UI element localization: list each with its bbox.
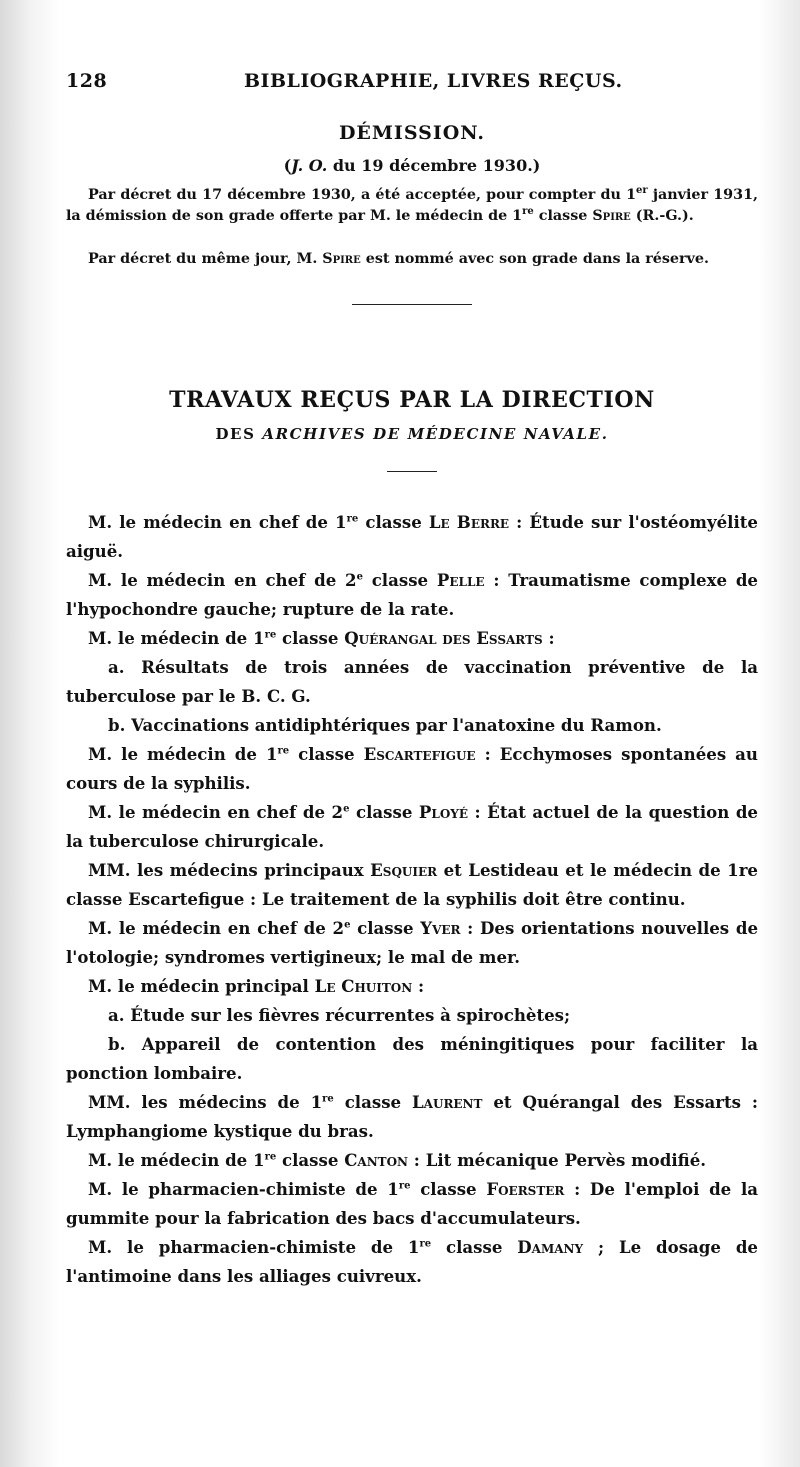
person-name: Le Berre <box>428 512 510 532</box>
superscript: e <box>344 919 351 931</box>
section-subtitle-travaux <box>66 425 758 443</box>
text-run: et Lestideau et le médecin de 1re classe Escartefigue : Le traitement de la syphilis doit être continu. <box>66 860 758 909</box>
superscript: e <box>343 803 350 815</box>
person-name: Yver <box>420 918 461 938</box>
list-item <box>66 1001 758 1030</box>
text-run: M. le médecin en chef de 1 <box>88 512 347 532</box>
demission-paragraph-1 <box>66 185 758 227</box>
text-run: (R.-G.). <box>630 208 694 224</box>
list-item <box>66 1175 758 1233</box>
superscript: er <box>636 185 648 197</box>
text-run: M. le médecin principal <box>88 976 315 996</box>
text-run: M. le médecin de 1 <box>88 1150 265 1170</box>
jo-abbrev: J. O. <box>291 156 328 175</box>
section-title-demission: DÉMISSION. <box>338 122 486 144</box>
text-run: Par décret du même jour, M. <box>88 251 323 267</box>
text-run: M. le médecin en chef de 2 <box>88 802 344 822</box>
subtitle-prefix: DES <box>215 425 263 443</box>
text-run: et Quérangal des Essarts : Lymphangiome kystique du bras. <box>66 1092 758 1141</box>
list-item <box>66 914 758 972</box>
person-name: Ployé <box>418 802 468 822</box>
person-name: Canton <box>344 1150 409 1170</box>
text-run: classe <box>350 918 421 938</box>
list-item <box>66 972 758 1001</box>
text-run: M. le médecin de 1 <box>88 744 278 764</box>
list-item <box>66 1088 758 1146</box>
page-number: 128 <box>66 70 108 92</box>
person-name: Pelle <box>436 570 485 590</box>
person-name: Esquier <box>370 860 438 880</box>
text-run: classe <box>276 628 345 648</box>
person-name: Spire <box>592 208 631 224</box>
superscript: re <box>419 1238 432 1250</box>
superscript: re <box>277 745 290 757</box>
list-item <box>66 508 758 566</box>
list-item <box>66 653 758 711</box>
running-title: BIBLIOGRAPHIE, LIVRES REÇUS. <box>244 70 623 92</box>
superscript: e <box>356 571 363 583</box>
text-run: classe <box>276 1150 345 1170</box>
text-run: M. le médecin de 1 <box>88 628 265 648</box>
text-run: : <box>412 976 425 996</box>
jo-prefix: ( <box>283 156 292 175</box>
superscript: re <box>398 1180 411 1192</box>
person-name: Laurent <box>412 1092 483 1112</box>
list-item <box>66 798 758 856</box>
text-run: : Étude sur l'ostéomyélite aiguë. <box>66 512 758 561</box>
text-run: : Lit mécanique Pervès modifié. <box>408 1150 707 1170</box>
text-run: classe <box>362 570 437 590</box>
list-item <box>66 856 758 914</box>
text-run: a. Résultats de trois années de vaccination préventive de la tuberculose par le B. C. G. <box>66 657 758 706</box>
person-name: Damany <box>517 1237 584 1257</box>
list-item <box>66 740 758 798</box>
section-divider-small <box>387 471 437 472</box>
text-run: classe <box>333 1092 412 1112</box>
subtitle-journal-name: ARCHIVES DE MÉDECINE NAVALE. <box>262 425 609 443</box>
list-item <box>66 566 758 624</box>
text-run: classe <box>289 744 364 764</box>
demission-paragraph-2 <box>66 249 758 270</box>
journal-officiel-reference <box>66 156 758 175</box>
text-run: M. le pharmacien-chimiste de 1 <box>88 1237 420 1257</box>
text-run: est nommé avec son grade dans la réserve. <box>360 251 709 267</box>
text-run: Par décret du 17 décembre 1930, a été acceptée, pour compter du 1 <box>88 187 637 203</box>
list-item <box>66 1146 758 1175</box>
text-run: b. Appareil de contention des méningitiques pour faciliter la ponction lombaire. <box>66 1034 758 1083</box>
text-run: janvier 1931, la démission de son grade offerte par M. le médecin de 1 <box>66 187 758 224</box>
text-run: ; Le dosage de l'antimoine dans les alliages cuivreux. <box>66 1237 758 1286</box>
text-run: : État actuel de la question de la tuberculose chirurgicale. <box>66 802 758 851</box>
text-run: M. le médecin en chef de 2 <box>88 570 357 590</box>
person-name: Spire <box>322 251 361 267</box>
text-run: : <box>542 628 555 648</box>
person-name: Foerster <box>486 1179 565 1199</box>
superscript: re <box>346 513 359 525</box>
text-run: MM. les médecins de 1 <box>88 1092 323 1112</box>
person-name: Le Chuiton <box>314 976 413 996</box>
text-run: M. le pharmacien-chimiste de 1 <box>88 1179 399 1199</box>
text-run: b. Vaccinations antidiphtériques par l'anatoxine du Ramon. <box>108 715 662 735</box>
superscript: re <box>264 1151 277 1163</box>
section-divider <box>352 304 472 305</box>
person-name: Quérangal des Essarts <box>344 628 543 648</box>
text-run: : Traumatisme complexe de l'hypochondre gauche; rupture de la rate. <box>66 570 758 619</box>
text-run: classe <box>431 1237 518 1257</box>
text-run: MM. les médecins principaux <box>88 860 371 880</box>
running-header <box>66 70 758 100</box>
superscript: re <box>322 1093 334 1105</box>
jo-date: du 19 décembre 1930.) <box>327 156 541 175</box>
text-run: : De l'emploi de la gummite pour la fabrication des bacs d'accumulateurs. <box>66 1179 759 1228</box>
section-title-travaux: TRAVAUX REÇUS PAR LA DIRECTION <box>169 387 655 413</box>
list-item <box>66 711 758 740</box>
text-run: classe <box>349 802 419 822</box>
text-run: : Des orientations nouvelles de l'otologie; syndromes vertigineux; le mal de mer. <box>66 918 758 967</box>
text-run: classe <box>533 208 593 224</box>
superscript: re <box>264 629 277 641</box>
text-run: classe <box>410 1179 487 1199</box>
person-name: Escartefigue <box>363 744 476 764</box>
list-item <box>66 1030 758 1088</box>
superscript: re <box>522 206 534 218</box>
text-run: a. Étude sur les fièvres récurrentes à spirochètes; <box>108 1005 571 1025</box>
list-item <box>66 1233 758 1291</box>
list-item <box>66 624 758 653</box>
text-run: : Ecchymoses spontanées au cours de la syphilis. <box>66 744 758 793</box>
text-run: M. le médecin en chef de 2 <box>88 918 345 938</box>
text-run: classe <box>358 512 429 532</box>
entries-list <box>66 508 758 1291</box>
